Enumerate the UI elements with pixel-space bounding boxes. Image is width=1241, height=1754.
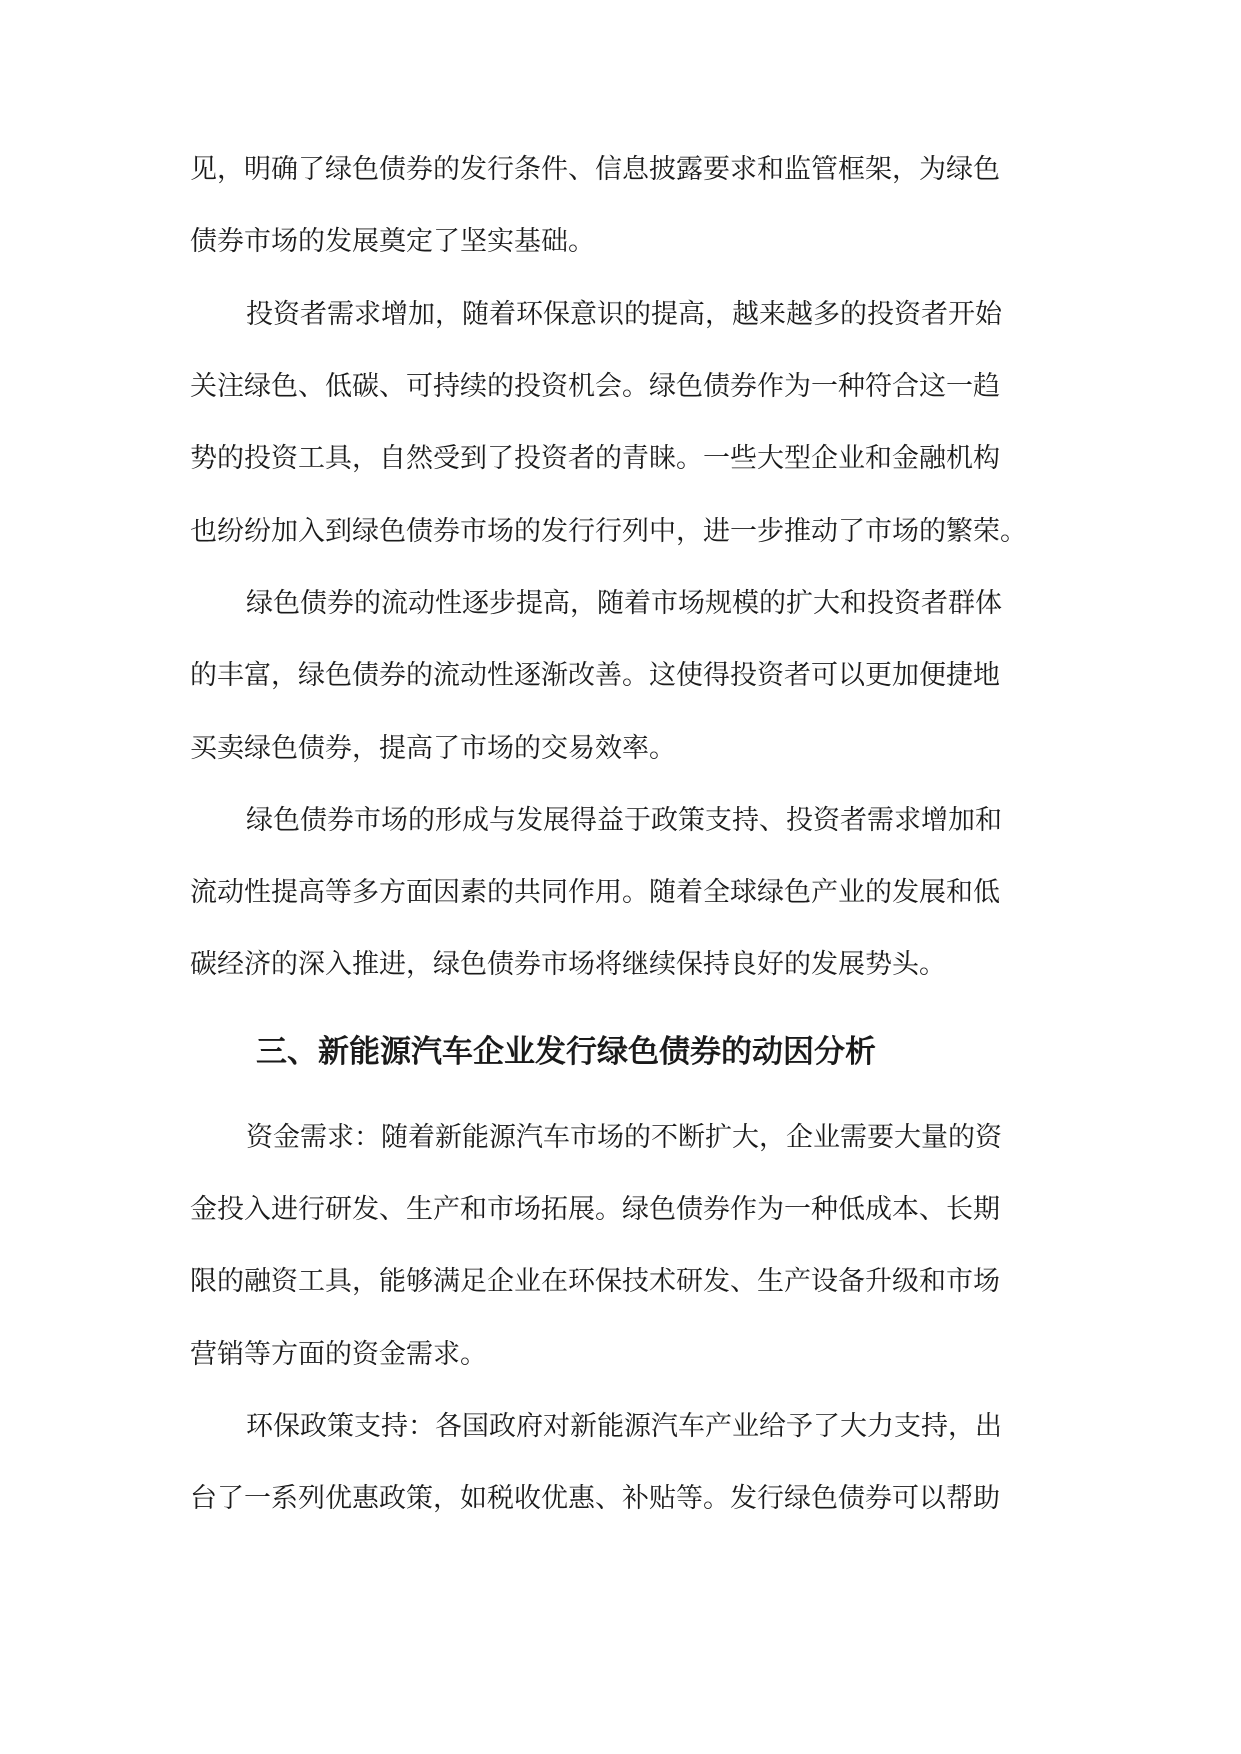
paragraph-line: 绿色债券市场的形成与发展得益于政策支持、投资者需求增加和 bbox=[246, 805, 1002, 836]
paragraph-line: 关注绿色、低碳、可持续的投资机会。绿色债券作为一种符合这一趋 bbox=[190, 371, 1000, 402]
section-heading: 三、新能源汽车企业发行绿色债券的动因分析 bbox=[256, 1034, 876, 1070]
paragraph-line: 债券市场的发展奠定了坚实基础。 bbox=[190, 226, 595, 257]
paragraph-line: 营销等方面的资金需求。 bbox=[190, 1339, 487, 1370]
paragraph-line: 见，明确了绿色债券的发行条件、信息披露要求和监管框架，为绿色 bbox=[190, 154, 1000, 185]
paragraph-line: 也纷纷加入到绿色债券市场的发行行列中，进一步推动了市场的繁荣。 bbox=[190, 516, 1027, 547]
paragraph-line: 碳经济的深入推进，绿色债券市场将继续保持良好的发展势头。 bbox=[190, 949, 946, 980]
paragraph-line: 投资者需求增加，随着环保意识的提高，越来越多的投资者开始 bbox=[246, 299, 1002, 330]
paragraph-line: 买卖绿色债券，提高了市场的交易效率。 bbox=[190, 733, 676, 764]
paragraph-line: 的丰富，绿色债券的流动性逐渐改善。这使得投资者可以更加便捷地 bbox=[190, 660, 1000, 691]
paragraph-line: 流动性提高等多方面因素的共同作用。随着全球绿色产业的发展和低 bbox=[190, 877, 1000, 908]
paragraph-line: 台了一系列优惠政策，如税收优惠、补贴等。发行绿色债券可以帮助 bbox=[190, 1483, 1000, 1514]
paragraph-line: 势的投资工具，自然受到了投资者的青睐。一些大型企业和金融机构 bbox=[190, 443, 1000, 474]
paragraph-line: 环保政策支持：各国政府对新能源汽车产业给予了大力支持，出 bbox=[246, 1411, 1002, 1442]
paragraph-line: 金投入进行研发、生产和市场拓展。绿色债券作为一种低成本、长期 bbox=[190, 1194, 1000, 1225]
paragraph-line: 资金需求：随着新能源汽车市场的不断扩大，企业需要大量的资 bbox=[246, 1122, 1002, 1153]
paragraph-line: 绿色债券的流动性逐步提高，随着市场规模的扩大和投资者群体 bbox=[246, 588, 1002, 619]
paragraph-line: 限的融资工具，能够满足企业在环保技术研发、生产设备升级和市场 bbox=[190, 1266, 1000, 1297]
